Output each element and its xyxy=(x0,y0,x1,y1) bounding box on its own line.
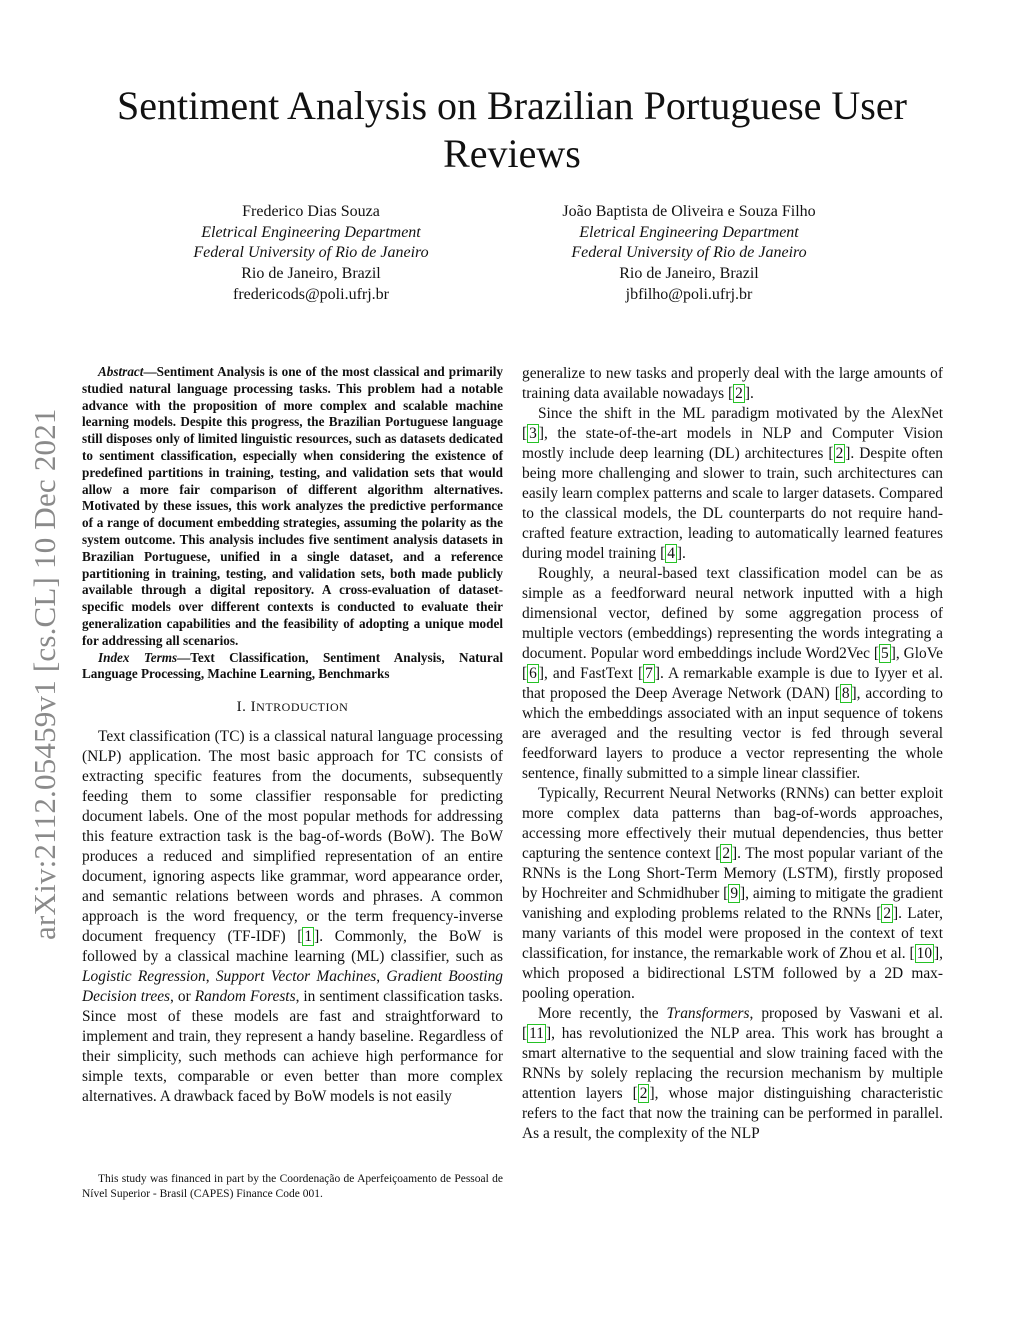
author-name: João Baptista de Oliveira e Souza Filho xyxy=(562,203,816,220)
paper-title: Sentiment Analysis on Brazilian Portuguese User Reviews xyxy=(117,83,907,176)
citation-link[interactable]: 9 xyxy=(730,885,739,902)
citation-link[interactable]: 2 xyxy=(639,1085,648,1102)
author-city: Rio de Janeiro, Brazil xyxy=(619,265,759,283)
author-name: Frederico Dias Souza xyxy=(242,203,380,220)
author-university: Federal University of Rio de Janeiro xyxy=(193,244,429,262)
author-university: Federal University of Rio de Janeiro xyxy=(571,244,807,262)
citation-link[interactable]: 7 xyxy=(645,665,653,682)
author-block-2 xyxy=(509,202,869,306)
citation-link[interactable]: 1 xyxy=(304,928,313,946)
index-terms-label: Index Terms xyxy=(98,649,178,665)
paragraph-neural-models: Roughly, a neural-based text classification model can be as simple as a feedforward neural network inputted with a high dimensional vector, defined by some aggregation process of multiple vectors (embeddings) representing the words integrating a document. Popular word embeddings include Word2Vec [ 5 ], GloVe [ 6 ], and FastText [ 7 ]. A remarkable example is due to Iyyer et al. that proposed the Deep Average Network (DAN) [ 8 ], according to which the embeddings associated with an input sequence of tokens are averaged and the resulting vector is fed through several feedforward layers to produce a vector representing the whole sentence, finally submitted to a simple linear classifier. xyxy=(522,565,943,782)
citation-link[interactable]: 8 xyxy=(841,685,850,702)
left-column xyxy=(82,364,503,1107)
citation-link[interactable]: 10 xyxy=(916,945,933,962)
author-city: Rio de Janeiro, Brazil xyxy=(241,265,381,283)
right-column xyxy=(522,364,943,1144)
citation-link[interactable]: 5 xyxy=(881,645,889,662)
paragraph-continued: generalize to new tasks and properly deal with the large amounts of training data available nowadays [ 2 ]. xyxy=(522,365,943,402)
arxiv-identifier: arXiv:2112.05459v1 [cs.CL] 10 Dec 2021 xyxy=(27,408,62,940)
index-terms-text: —Text Classification, Sentiment Analysis, Natural Language Processing, Machine Learning, Benchmarks xyxy=(82,649,504,682)
paragraph-transformers: More recently, the Transformers, proposed by Vaswani et al. [ 11 ], has revolutionized the NLP area. This work has brought a smart alternative to the sequential and slow training faced with the RNNs by solely replacing the recursion mechanism by multiple attention layers [ 2 ], whose major distinguishing characteristic refers to the fact that now the training can be performed in parallel. As a result, the complexity of the NLP xyxy=(522,1005,944,1142)
citation-link[interactable]: 11 xyxy=(529,1025,544,1042)
citation-link[interactable]: 2 xyxy=(835,445,844,462)
paragraph-rnn: Typically, Recurrent Neural Networks (RNNs) can better exploit more complex data patterns than bag-of-words approaches, accessing more effectively their mutual dependencies, thus better capturing the sentence context [ 2 ]. The most popular variant of the RNNs is the Long Short-Term Memory (LSTM), firstly proposed by Hochreiter and Schmidhuber [ 9 ], aiming to mitigate the gradient vanishing and exploding problems related to the RNNs [ 2 ]. Later, many variants of this model were proposed in the context of text classification, for instance, the remarkable work of Zhou et al. [ 10 ], which proposed a bidirectional LSTM followed by a 2D max-pooling operation. xyxy=(522,785,943,1002)
citation-link[interactable]: 2 xyxy=(883,905,892,922)
citation-link[interactable]: 3 xyxy=(529,425,537,442)
author-email[interactable]: fredericods@poli.ufrj.br xyxy=(232,285,389,303)
author-department: Eletrical Engineering Department xyxy=(579,223,799,241)
index-terms xyxy=(82,650,503,684)
paragraph-alexnet: Since the shift in the ML paradigm motivated by the AlexNet [ 3 ], the state-of-the-art models in NLP and Computer Vision mostly include deep learning (DL) architectures [ 2 ]. Despite often being more challenging and slower to train, such architectures can easily learn complex patterns and scale to larger datasets. Compared to the classical models, the DL counterparts do not require hand-crafted feature extraction, leading to automatically learned features during model training [ 4 ]. xyxy=(522,405,943,562)
author-block-1 xyxy=(131,202,491,306)
citation-link[interactable]: 2 xyxy=(735,385,743,402)
author-email[interactable]: jbfilho@poli.ufrj.br xyxy=(625,285,753,303)
citation-link[interactable]: 2 xyxy=(722,845,731,862)
abstract-text: —Sentiment Analysis is one of the most classical and primarily studied natural language processing tasks. This problem had a notable advance with the proposition of more complex and scalable machine learning models. Despite this progress, the Brazilian Portuguese language still disposes only of limited linguistic resources, such as datasets dedicated to sentiment classification, especially when considering the existence of predefined partitions in training, testing, and validation sets that would allow a more fair comparison of different algorithm alternatives. Motivated by these issues, this work analyzes the predictive performance of a range of document embedding strategies, assuming the polarity as the system outcome. This analysis includes five sentiment analysis datasets in Brazilian Portuguese, unified in a single dataset, and a reference partitioning in training, testing, and validation sets, both made publicly available through a digital repository. A cross-evaluation of dataset-specific models over different contexts is conducted to evaluate their generalization capabilities and the feasibility of adopting a unique model for addressing all scenarios. xyxy=(82,364,503,648)
abstract xyxy=(82,364,503,650)
citation-link[interactable]: 4 xyxy=(667,545,675,562)
abstract-label: Abstract xyxy=(98,364,144,379)
intro-paragraph-1: Text classification (TC) is a classical natural language processing (NLP) application. The most basic approach for TC consists of extracting specific features from the documents, subsequently feeding them to some classifier responsable for predicting document labels. One of the most popular methods for addressing this feature extraction task is the bag-of-words (BoW). The BoW produces a reduced and simplified representation of an entire document, ignoring aspects like grammar, word appearance order, and semantic relations between words and phrases. A common approach is the word frequency, or the term frequency-inverse document frequency (TF-IDF) [ 1 ]. Commonly, the BoW is followed by a classical machine learning (ML) classifier, such as Logistic Regression, Support Vector Machines, Gradient Boosting Decision trees, or Random Forests, in sentiment classification tasks. Since most of these models are fast and straightforward to implement and train, they represent a handy baseline. Regardless of their simplicity, such methods can achieve high performance for simple texts, comparable or even better than more complex alternatives. A drawback faced by BoW models is not easily xyxy=(82,728,503,1106)
citation-link[interactable]: 6 xyxy=(529,665,537,682)
footnote: This study was financed in part by the Coordenação de Aperfeiçoamento de Pessoal de Nível Superior - Brasil (CAPES) Finance Code 001. xyxy=(82,1173,503,1200)
author-department: Eletrical Engineering Department xyxy=(201,223,421,241)
section-heading-introduction: I. INTRODUCTION xyxy=(236,699,349,716)
